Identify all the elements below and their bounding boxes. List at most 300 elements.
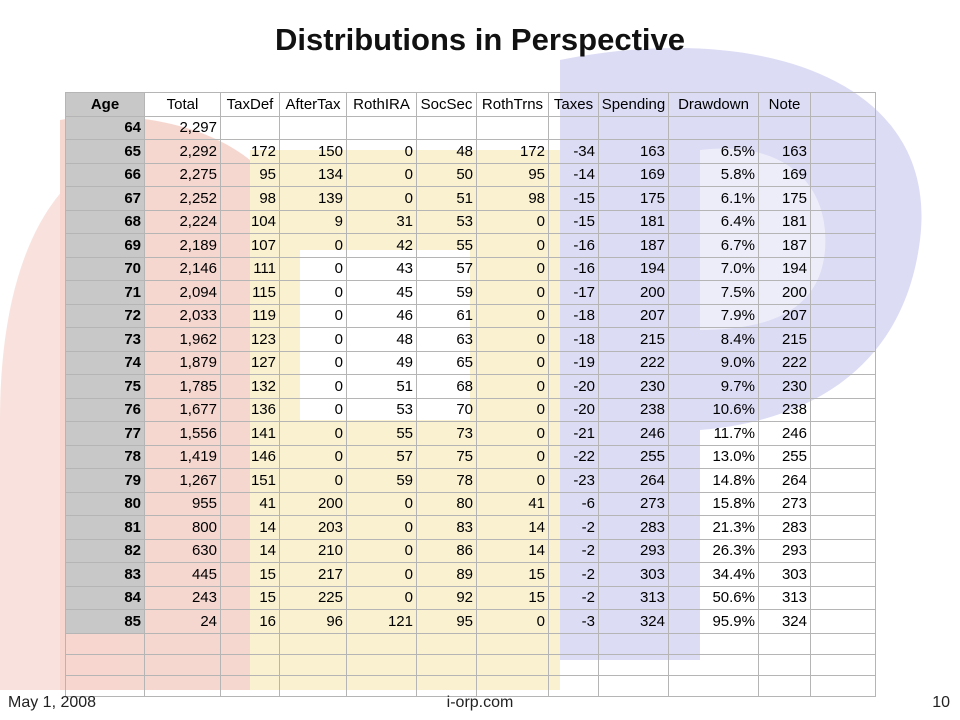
table-cell: 98 (221, 187, 280, 211)
table-cell: 150 (280, 140, 347, 164)
table-cell: 7.5% (669, 281, 759, 305)
table-cell: 57 (417, 257, 477, 281)
table-cell: 0 (280, 304, 347, 328)
table-cell: 169 (599, 163, 669, 187)
table-cell: -19 (549, 351, 599, 375)
table-cell: 187 (599, 234, 669, 258)
age-cell: 70 (66, 257, 145, 281)
table-row (66, 281, 876, 305)
table-cell: 78 (417, 469, 477, 493)
table-cell: 0 (477, 422, 549, 446)
table-cell: 175 (759, 187, 811, 211)
table-cell: 24 (145, 610, 221, 634)
empty-cell (811, 539, 876, 563)
table-cell: 80 (417, 492, 477, 516)
table-cell: -15 (549, 210, 599, 234)
table-cell: 0 (477, 304, 549, 328)
table-cell: 139 (280, 187, 347, 211)
empty-cell (66, 675, 145, 696)
table-cell: 13.0% (669, 445, 759, 469)
table-cell: 6.4% (669, 210, 759, 234)
table-cell: -16 (549, 257, 599, 281)
empty-cell (811, 633, 876, 654)
table-cell: 0 (477, 328, 549, 352)
table-cell: 8.4% (669, 328, 759, 352)
table-cell: 194 (759, 257, 811, 281)
empty-cell (759, 675, 811, 696)
table-cell (477, 116, 549, 140)
table-cell: 222 (599, 351, 669, 375)
table-row (66, 328, 876, 352)
empty-cell (599, 675, 669, 696)
table-cell: 41 (221, 492, 280, 516)
table-cell: 50.6% (669, 586, 759, 610)
table-cell: 1,962 (145, 328, 221, 352)
table-cell: 0 (280, 469, 347, 493)
table-cell: 243 (145, 586, 221, 610)
table-cell: 283 (759, 516, 811, 540)
table-cell: -18 (549, 328, 599, 352)
table-cell: 68 (417, 375, 477, 399)
table-cell: 2,275 (145, 163, 221, 187)
table-cell: 73 (417, 422, 477, 446)
table-cell: 104 (221, 210, 280, 234)
table-cell: 445 (145, 563, 221, 587)
table-cell: 89 (417, 563, 477, 587)
table-cell: 187 (759, 234, 811, 258)
table-cell: 0 (347, 586, 417, 610)
table-cell: 0 (477, 234, 549, 258)
table-cell: 123 (221, 328, 280, 352)
table-cell: -22 (549, 445, 599, 469)
table-cell: 9 (280, 210, 347, 234)
table-cell: 51 (347, 375, 417, 399)
table-cell: 15 (477, 586, 549, 610)
table-cell: 2,297 (145, 116, 221, 140)
table-cell: 0 (280, 281, 347, 305)
table-cell: -21 (549, 422, 599, 446)
table-cell: -14 (549, 163, 599, 187)
table-cell: 0 (280, 257, 347, 281)
table-cell: 45 (347, 281, 417, 305)
table-cell (417, 116, 477, 140)
table-cell: 200 (759, 281, 811, 305)
table-cell: 6.1% (669, 187, 759, 211)
table-cell: 324 (599, 610, 669, 634)
column-header: SocSec (417, 93, 477, 117)
table-cell: 0 (347, 539, 417, 563)
table-cell: 238 (599, 398, 669, 422)
table-cell: 1,677 (145, 398, 221, 422)
empty-cell (811, 281, 876, 305)
footer-site: i-orp.com (446, 694, 514, 711)
table-cell: 0 (280, 351, 347, 375)
table-cell: 0 (347, 187, 417, 211)
table-cell: 96 (280, 610, 347, 634)
table-cell: -15 (549, 187, 599, 211)
table-row (66, 492, 876, 516)
table-cell: 255 (759, 445, 811, 469)
empty-cell (811, 492, 876, 516)
age-cell: 79 (66, 469, 145, 493)
table-row (66, 234, 876, 258)
table-cell: 41 (477, 492, 549, 516)
age-cell: 65 (66, 140, 145, 164)
table-cell: 151 (221, 469, 280, 493)
age-cell: 75 (66, 375, 145, 399)
table-row (66, 304, 876, 328)
table-cell: -20 (549, 375, 599, 399)
table-cell: 15 (221, 563, 280, 587)
empty-cell (145, 633, 221, 654)
table-cell: 50 (417, 163, 477, 187)
table-cell (599, 116, 669, 140)
empty-cell (811, 116, 876, 140)
table-cell: 246 (599, 422, 669, 446)
age-cell: 68 (66, 210, 145, 234)
table-cell: 0 (477, 375, 549, 399)
age-cell: 82 (66, 539, 145, 563)
table-cell (669, 116, 759, 140)
table-cell: 207 (599, 304, 669, 328)
distribution-table (65, 92, 876, 697)
table-row (66, 116, 876, 140)
table-row (66, 375, 876, 399)
empty-cell (347, 675, 417, 696)
empty-cell (811, 210, 876, 234)
empty-cell (669, 633, 759, 654)
empty-cell (66, 633, 145, 654)
table-cell: 15 (477, 563, 549, 587)
blank-row (66, 675, 876, 696)
table-cell: 115 (221, 281, 280, 305)
table-cell: 48 (417, 140, 477, 164)
table-cell: 222 (759, 351, 811, 375)
table-cell (549, 116, 599, 140)
table-cell: 238 (759, 398, 811, 422)
footer-date: May 1, 2008 (8, 694, 97, 711)
table-cell: 34.4% (669, 563, 759, 587)
table-cell: 630 (145, 539, 221, 563)
table-cell: 1,419 (145, 445, 221, 469)
table-cell: 55 (347, 422, 417, 446)
empty-cell (811, 563, 876, 587)
table-cell: 324 (759, 610, 811, 634)
table-cell: 0 (477, 469, 549, 493)
empty-cell (811, 328, 876, 352)
empty-cell (417, 654, 477, 675)
empty-cell (280, 675, 347, 696)
table-cell: -16 (549, 234, 599, 258)
table-cell: 83 (417, 516, 477, 540)
table-row (66, 586, 876, 610)
table-cell: 57 (347, 445, 417, 469)
column-header: AfterTax (280, 93, 347, 117)
empty-cell (417, 633, 477, 654)
table-cell: 264 (759, 469, 811, 493)
table-cell (347, 116, 417, 140)
table-row (66, 187, 876, 211)
table-cell: 230 (759, 375, 811, 399)
table-cell: 92 (417, 586, 477, 610)
table-cell (221, 116, 280, 140)
empty-cell (669, 675, 759, 696)
table-cell: 59 (347, 469, 417, 493)
table-cell: 0 (347, 563, 417, 587)
age-cell: 71 (66, 281, 145, 305)
table-cell: 1,556 (145, 422, 221, 446)
table-cell: 181 (759, 210, 811, 234)
table-cell: 264 (599, 469, 669, 493)
table-cell: 203 (280, 516, 347, 540)
table-cell: -2 (549, 516, 599, 540)
age-cell: 73 (66, 328, 145, 352)
table-cell: 283 (599, 516, 669, 540)
table-cell: 2,146 (145, 257, 221, 281)
page-number: 10 (932, 694, 950, 711)
blank-row (66, 654, 876, 675)
table-cell: 141 (221, 422, 280, 446)
empty-cell (280, 633, 347, 654)
table-cell: 172 (477, 140, 549, 164)
table-cell: 111 (221, 257, 280, 281)
age-cell: 80 (66, 492, 145, 516)
table-cell: 246 (759, 422, 811, 446)
table-cell: 1,879 (145, 351, 221, 375)
empty-cell (811, 234, 876, 258)
column-header: Drawdown (669, 93, 759, 117)
table-cell: -6 (549, 492, 599, 516)
table-cell: -2 (549, 539, 599, 563)
table-cell: 0 (280, 398, 347, 422)
table-cell: 16 (221, 610, 280, 634)
empty-cell (280, 654, 347, 675)
table-cell: 0 (280, 234, 347, 258)
table-cell: 95 (417, 610, 477, 634)
column-header: TaxDef (221, 93, 280, 117)
age-cell: 64 (66, 116, 145, 140)
table-cell: 14 (477, 516, 549, 540)
table-cell: 0 (280, 328, 347, 352)
table-cell: -2 (549, 586, 599, 610)
age-cell: 83 (66, 563, 145, 587)
empty-cell (221, 633, 280, 654)
table-cell: 1,785 (145, 375, 221, 399)
table-cell: 14 (221, 516, 280, 540)
table-cell: 0 (477, 398, 549, 422)
column-header: Note (759, 93, 811, 117)
table-cell: 48 (347, 328, 417, 352)
table-cell: 14 (221, 539, 280, 563)
table-cell: 75 (417, 445, 477, 469)
table-row (66, 445, 876, 469)
empty-cell (811, 675, 876, 696)
age-cell: 78 (66, 445, 145, 469)
age-cell: 81 (66, 516, 145, 540)
table-cell (759, 116, 811, 140)
table-cell: 215 (599, 328, 669, 352)
empty-cell (221, 675, 280, 696)
table-cell: 43 (347, 257, 417, 281)
column-header: Total (145, 93, 221, 117)
table-cell: 293 (599, 539, 669, 563)
empty-cell (811, 351, 876, 375)
age-cell: 72 (66, 304, 145, 328)
table-cell: 0 (477, 445, 549, 469)
table-cell: 11.7% (669, 422, 759, 446)
table-cell: 273 (599, 492, 669, 516)
empty-cell (759, 633, 811, 654)
table-cell: 55 (417, 234, 477, 258)
table-cell: 172 (221, 140, 280, 164)
table-cell: 132 (221, 375, 280, 399)
age-cell: 85 (66, 610, 145, 634)
table-cell: 2,252 (145, 187, 221, 211)
table-cell: 0 (280, 422, 347, 446)
table-cell: 800 (145, 516, 221, 540)
column-header: Taxes (549, 93, 599, 117)
table-row (66, 539, 876, 563)
table-cell: -3 (549, 610, 599, 634)
table-cell: 119 (221, 304, 280, 328)
table-cell: 0 (477, 351, 549, 375)
column-header: Spending (599, 93, 669, 117)
table-cell: 955 (145, 492, 221, 516)
empty-cell (811, 140, 876, 164)
table-cell: 163 (599, 140, 669, 164)
blank-row (66, 633, 876, 654)
table-cell: 273 (759, 492, 811, 516)
table-cell: 9.0% (669, 351, 759, 375)
table-cell: 53 (347, 398, 417, 422)
empty-cell (811, 422, 876, 446)
table-cell: 9.7% (669, 375, 759, 399)
table-row (66, 610, 876, 634)
empty-cell (549, 675, 599, 696)
empty-cell (599, 654, 669, 675)
table-cell: 2,189 (145, 234, 221, 258)
table-cell: 21.3% (669, 516, 759, 540)
table-cell: 0 (477, 610, 549, 634)
empty-cell (221, 654, 280, 675)
empty-cell (347, 654, 417, 675)
empty-cell (145, 675, 221, 696)
table-cell: 303 (759, 563, 811, 587)
table-cell: 217 (280, 563, 347, 587)
empty-cell (811, 516, 876, 540)
table-cell: 313 (759, 586, 811, 610)
table-cell: 293 (759, 539, 811, 563)
table-cell: 255 (599, 445, 669, 469)
table-row (66, 351, 876, 375)
table-row (66, 163, 876, 187)
table-cell: 2,094 (145, 281, 221, 305)
table-row (66, 563, 876, 587)
age-cell: 74 (66, 351, 145, 375)
age-cell: 77 (66, 422, 145, 446)
table-cell: 0 (347, 516, 417, 540)
table-cell: 86 (417, 539, 477, 563)
column-header: RothIRA (347, 93, 417, 117)
slide-title: Distributions in Perspective (275, 22, 685, 57)
table-cell: 230 (599, 375, 669, 399)
table-cell: 70 (417, 398, 477, 422)
table-cell: 61 (417, 304, 477, 328)
table-row (66, 257, 876, 281)
table-cell: 146 (221, 445, 280, 469)
table-cell: 0 (280, 445, 347, 469)
column-header: RothTrns (477, 93, 549, 117)
empty-cell (811, 257, 876, 281)
empty-cell (811, 445, 876, 469)
table-cell: 10.6% (669, 398, 759, 422)
table-cell: 0 (347, 163, 417, 187)
table-cell: 46 (347, 304, 417, 328)
empty-cell (477, 654, 549, 675)
table-cell: 49 (347, 351, 417, 375)
age-cell: 76 (66, 398, 145, 422)
table-cell: 200 (280, 492, 347, 516)
table-cell: 14.8% (669, 469, 759, 493)
table-cell: 215 (759, 328, 811, 352)
empty-cell (477, 633, 549, 654)
table-cell: 1,267 (145, 469, 221, 493)
table-cell: 65 (417, 351, 477, 375)
age-cell: 67 (66, 187, 145, 211)
table-row (66, 140, 876, 164)
table-row (66, 516, 876, 540)
empty-cell (145, 654, 221, 675)
empty-cell (811, 187, 876, 211)
age-cell: 69 (66, 234, 145, 258)
table-cell: 63 (417, 328, 477, 352)
table-cell: 53 (417, 210, 477, 234)
age-cell: 66 (66, 163, 145, 187)
table-cell: -18 (549, 304, 599, 328)
table-cell: 175 (599, 187, 669, 211)
table-cell: 26.3% (669, 539, 759, 563)
table-cell: 31 (347, 210, 417, 234)
table-cell: 121 (347, 610, 417, 634)
table-cell: 207 (759, 304, 811, 328)
table-cell: 200 (599, 281, 669, 305)
empty-cell (549, 633, 599, 654)
table-cell: 0 (347, 492, 417, 516)
empty-cell (477, 675, 549, 696)
empty-cell (417, 675, 477, 696)
table-cell: 107 (221, 234, 280, 258)
table-cell: 2,224 (145, 210, 221, 234)
table-cell: -34 (549, 140, 599, 164)
table-cell: 194 (599, 257, 669, 281)
table-cell: -23 (549, 469, 599, 493)
table-cell: 14 (477, 539, 549, 563)
empty-cell (549, 654, 599, 675)
empty-cell (599, 633, 669, 654)
table-cell: 0 (280, 375, 347, 399)
table-cell: 2,033 (145, 304, 221, 328)
empty-cell (811, 610, 876, 634)
table-cell: 51 (417, 187, 477, 211)
table-cell: 59 (417, 281, 477, 305)
age-cell: 84 (66, 586, 145, 610)
table-cell: -17 (549, 281, 599, 305)
empty-cell (669, 654, 759, 675)
table-cell: 181 (599, 210, 669, 234)
empty-cell (811, 586, 876, 610)
table-cell: 136 (221, 398, 280, 422)
table-cell: -20 (549, 398, 599, 422)
